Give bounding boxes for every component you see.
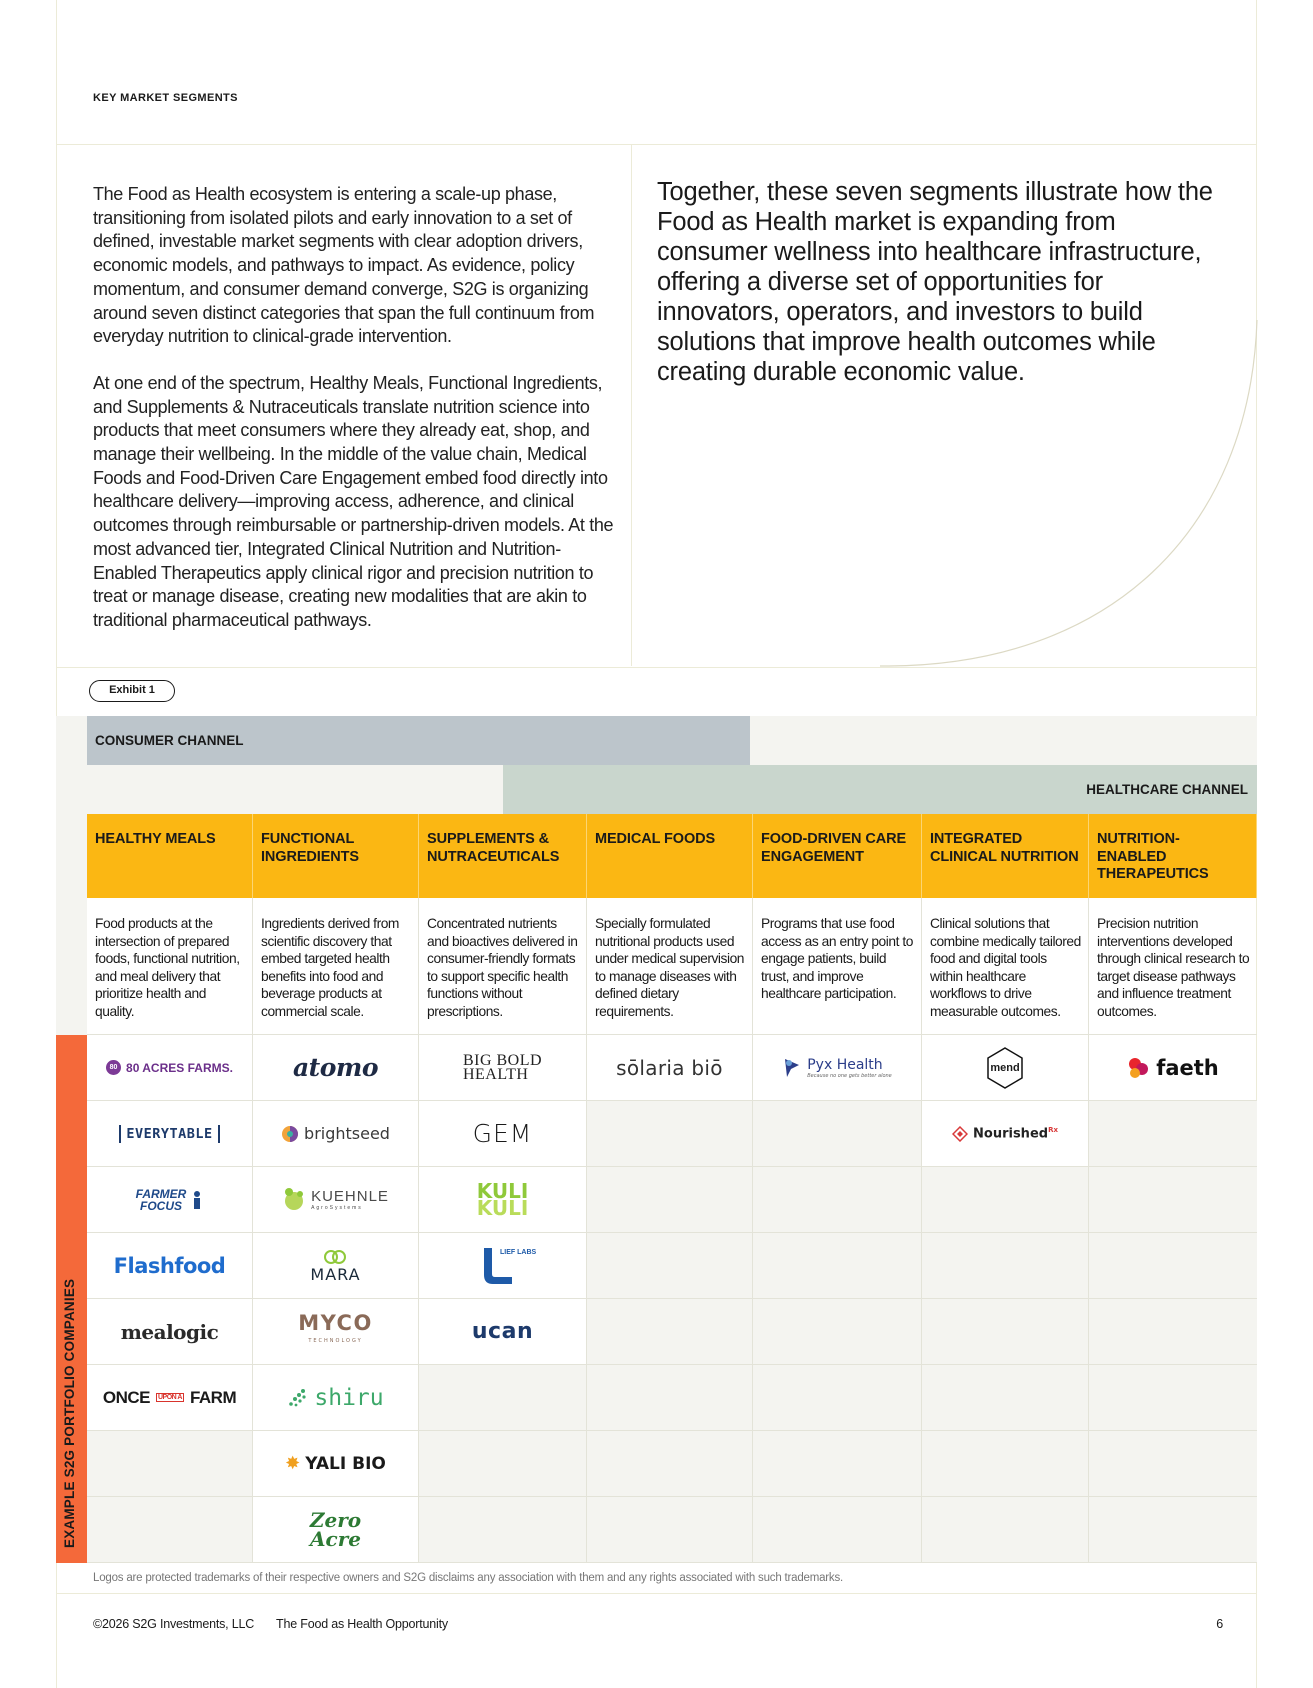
- empty-cell: [587, 1167, 753, 1233]
- empty-cell: [1089, 1431, 1257, 1497]
- logo-shiru: [253, 1365, 419, 1431]
- empty-cell: [1089, 1299, 1257, 1365]
- empty-cell: [753, 1365, 922, 1431]
- empty-cell: [753, 1167, 922, 1233]
- segment-header: INTEGRATED CLINICAL NUTRITION: [922, 814, 1089, 898]
- empty-cell: [922, 1299, 1089, 1365]
- logo-zero-acre: [253, 1497, 419, 1563]
- logo-once-upon-a-farm: [87, 1365, 253, 1431]
- intro-paragraph: The Food as Health ecosystem is entering a scale-up phase, transitioning from isolated pilots and early innovation to a set of defined, investable market segments with clear adoption drivers, economic models, and pathways to impact. As evidence, policy momentum, and consumer demand converge, S2G is organizing around seven distinct categories that span the full continuum from everyday nutrition to clinical-grade intervention.: [93, 184, 595, 347]
- portfolio-side-label: [56, 1035, 87, 1563]
- segment-header: HEALTHY MEALS: [87, 814, 253, 898]
- logo-subtext: AgroSystems: [311, 1205, 363, 1211]
- logo-row: [87, 1431, 1257, 1497]
- logo-text: Zero: [309, 1507, 362, 1532]
- logo-text: sōlaria biō: [616, 1055, 723, 1080]
- empty-cell: [419, 1431, 587, 1497]
- exhibit-label: Exhibit 1: [89, 680, 175, 702]
- footer-copyright: ©2026 S2G Investments, LLC: [93, 1617, 255, 1631]
- logo-text: YALI BIO: [305, 1453, 386, 1474]
- segment-header-row: [87, 814, 1257, 898]
- pyx-mark-icon: [782, 1057, 802, 1079]
- farmer-figure-icon: [191, 1190, 203, 1210]
- segment-description: Specially formulated nutritional products used under medical supervision to manage diseases with defined dietary requirements.: [587, 898, 753, 1035]
- logo-row: [87, 1299, 1257, 1365]
- logo-text: KULI: [476, 1178, 529, 1203]
- logo-mealogic: [87, 1299, 253, 1365]
- logo-text: EVERYTABLE: [119, 1125, 219, 1143]
- empty-cell: [87, 1497, 253, 1563]
- healthcare-channel-band: HEALTHCARE CHANNEL: [503, 765, 1257, 814]
- band-background: [87, 765, 503, 814]
- kuehnle-mark-icon: [282, 1187, 306, 1213]
- logo-text: faeth: [1156, 1055, 1219, 1080]
- page-number: 6: [1216, 1617, 1223, 1631]
- logo-mara: [253, 1233, 419, 1299]
- logo-text: FOCUS: [139, 1198, 182, 1213]
- logo-text: shiru: [314, 1384, 384, 1411]
- logo-text: Acre: [310, 1526, 361, 1551]
- intro-paragraph: At one end of the spectrum, Healthy Meals, Functional Ingredients, and Supplements & Nutraceuticals translate nutrition science into products that meet consumers where they already eat, shop, and manage their wellbeing. In the middle of the value chain, Medical Foods and Food-Driven Care Engagement embed food directly into healthcare delivery—improving access, adherence, and clinical outcomes through reimbursable or partnership-driven models. At the most advanced tier, Integrated Clinical Nutrition and Nutrition-Enabled Therapeutics apply clinical rigor and precision nutrition to treat or manage disease, creating new modalities that are akin to traditional pharmaceutical pathways.: [93, 372, 614, 630]
- divider: [56, 144, 1257, 145]
- empty-cell: [587, 1365, 753, 1431]
- intro-text: [93, 183, 623, 633]
- brightseed-mark-icon: [281, 1125, 299, 1143]
- logo-text: FARMER: [135, 1186, 187, 1201]
- empty-cell: [922, 1233, 1089, 1299]
- pull-quote: Together, these seven segments illustrate how the Food as Health market is expanding from consumer wellness into healthcare infrastructure, offering a diverse set of opportunities for innovators, operators, and investors to build solutions that improve health outcomes while creating durable economic value.: [657, 178, 1213, 386]
- logo-atomo: [253, 1035, 419, 1101]
- logo-gem: [419, 1101, 587, 1167]
- empty-cell: [922, 1431, 1089, 1497]
- segment-description: Concentrated nutrients and bioactives delivered in consumer-friendly formats to support specific health functions without prescriptions.: [419, 898, 587, 1035]
- empty-cell: [753, 1431, 922, 1497]
- empty-cell: [419, 1365, 587, 1431]
- logo-row: [87, 1233, 1257, 1299]
- logo-ucan: [419, 1299, 587, 1365]
- portfolio-label-text: EXAMPLE S2G PORTFOLIO COMPANIES: [62, 1278, 77, 1548]
- logo-text: KULI: [476, 1195, 529, 1220]
- faeth-mark-icon: [1127, 1056, 1151, 1080]
- logo-mend: [922, 1035, 1089, 1101]
- segment-header: MEDICAL FOODS: [587, 814, 753, 898]
- logo-solaria-bio: [587, 1035, 753, 1101]
- empty-cell: [753, 1497, 922, 1563]
- logo-row: [87, 1365, 1257, 1431]
- footer-title: The Food as Health Opportunity: [276, 1617, 448, 1631]
- logo-text: mealogic: [120, 1319, 219, 1344]
- logo-superscript: Rx: [1048, 1125, 1058, 1134]
- mara-mark-icon: [322, 1249, 348, 1265]
- logo-text: ucan: [471, 1319, 534, 1344]
- shiru-mark-icon: [287, 1387, 309, 1409]
- logo-pyx-health: [753, 1035, 922, 1101]
- segment-header: SUPPLEMENTS & NUTRACEUTICALS: [419, 814, 587, 898]
- 80-acres-mark-icon: 80: [106, 1060, 121, 1075]
- empty-cell: [922, 1497, 1089, 1563]
- segment-description: Ingredients derived from scientific discovery that embed targeted health benefits into food and beverage products at commercial scale.: [253, 898, 419, 1035]
- empty-cell: [753, 1233, 922, 1299]
- segment-header: FOOD-DRIVEN CARE ENGAGEMENT: [753, 814, 922, 898]
- empty-cell: [753, 1101, 922, 1167]
- logo-subtext: TECHNOLOGY: [308, 1337, 363, 1344]
- segments-table: [87, 814, 1257, 1563]
- page-footer: [93, 1617, 1223, 1631]
- segment-description: Precision nutrition interventions developed through clinical research to target disease pathways and influence treatment outcomes.: [1089, 898, 1257, 1035]
- logo-text: FARM: [189, 1387, 237, 1407]
- logo-big-bold-health: [419, 1035, 587, 1101]
- logo-text: MYCO: [298, 1310, 373, 1335]
- empty-cell: [1089, 1497, 1257, 1563]
- logo-farmer-focus: [87, 1167, 253, 1233]
- logo-lief-labs: [419, 1233, 587, 1299]
- logo-row: [87, 1497, 1257, 1563]
- empty-cell: [1089, 1365, 1257, 1431]
- logo-text: Flashfood: [113, 1253, 226, 1278]
- trademark-disclaimer: Logos are protected trademarks of their respective owners and S2G disclaims any association with them and any rights associated with such trademarks.: [93, 1572, 844, 1584]
- logo-text: brightseed: [304, 1124, 390, 1143]
- band-background: [750, 716, 1257, 765]
- segment-description: Food products at the intersection of prepared foods, functional nutrition, and meal delivery that prioritize health and quality.: [87, 898, 253, 1035]
- segment-header: NUTRITION-ENABLED THERAPEUTICS: [1089, 814, 1257, 898]
- logo-everytable: [87, 1101, 253, 1167]
- logo-kuli-kuli: [419, 1167, 587, 1233]
- logo-tagline: Because no one gets better alone: [807, 1072, 892, 1079]
- logo-text: Nourished: [973, 1126, 1049, 1142]
- empty-cell: [1089, 1233, 1257, 1299]
- logo-kuehnle-agrosystems: [253, 1167, 419, 1233]
- segment-header: FUNCTIONAL INGREDIENTS: [253, 814, 419, 898]
- left-gutter: [56, 716, 87, 1035]
- logo-row: [87, 1035, 1257, 1101]
- section-label: KEY MARKET SEGMENTS: [93, 92, 238, 104]
- logo-text: ONCE: [102, 1387, 150, 1407]
- logo-faeth: [1089, 1035, 1257, 1101]
- logo-text: mend: [990, 1061, 1020, 1074]
- logo-text: Pyx Health: [807, 1056, 883, 1073]
- empty-cell: [1089, 1167, 1257, 1233]
- segment-description-row: [87, 898, 1257, 1035]
- segment-description: Programs that use food access as an entry point to engage patients, build trust, and improve healthcare participation.: [753, 898, 922, 1035]
- logo-yali-bio: [253, 1431, 419, 1497]
- empty-cell: [419, 1497, 587, 1563]
- logo-80-acres-farms: [87, 1035, 253, 1101]
- logo-row: [87, 1101, 1257, 1167]
- sun-icon: ✸: [285, 1453, 301, 1474]
- logo-text: 80 ACRES FARMS.: [126, 1060, 233, 1075]
- empty-cell: [587, 1431, 753, 1497]
- consumer-channel-band: CONSUMER CHANNEL: [87, 716, 750, 765]
- logo-row: [87, 1167, 1257, 1233]
- empty-cell: [1089, 1101, 1257, 1167]
- empty-cell: [587, 1233, 753, 1299]
- logo-myco-technology: [253, 1299, 419, 1365]
- empty-cell: [587, 1299, 753, 1365]
- logo-text: KUEHNLE: [311, 1188, 389, 1205]
- logo-brightseed: [253, 1101, 419, 1167]
- empty-cell: [753, 1299, 922, 1365]
- empty-cell: [587, 1101, 753, 1167]
- logo-nourished-rx: [922, 1101, 1089, 1167]
- logo-text: HEALTH: [462, 1065, 529, 1083]
- logo-text: GEM: [472, 1119, 533, 1148]
- divider: [56, 1593, 1257, 1594]
- empty-cell: [922, 1167, 1089, 1233]
- empty-cell: [587, 1497, 753, 1563]
- segment-description: Clinical solutions that combine medically tailored food and digital tools within healthcare workflows to drive measurable outcomes.: [922, 898, 1089, 1035]
- nourished-mark-icon: [952, 1126, 968, 1142]
- logo-text: BIG BOLD: [462, 1051, 543, 1069]
- logo-flashfood: [87, 1233, 253, 1299]
- empty-cell: [922, 1365, 1089, 1431]
- column-divider: [631, 145, 632, 666]
- logo-text: UPON A: [157, 1394, 182, 1401]
- logo-text: LIEF LABS: [500, 1249, 537, 1256]
- logo-text: atomo: [292, 1053, 379, 1082]
- logo-text: MARA: [310, 1264, 361, 1284]
- empty-cell: [87, 1431, 253, 1497]
